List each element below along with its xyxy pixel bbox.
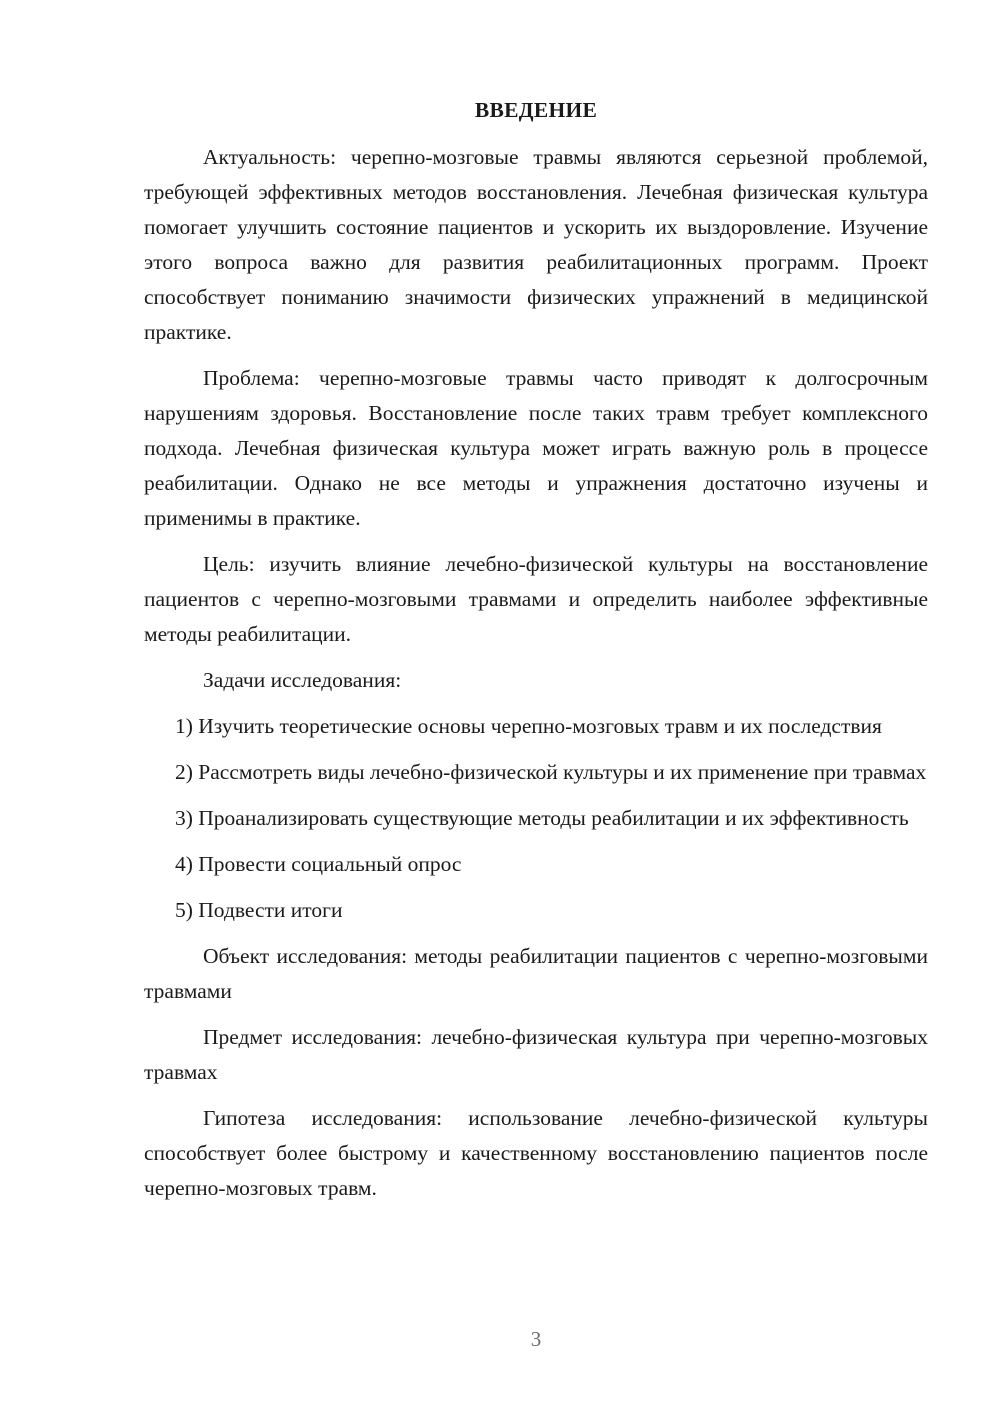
- section-heading: ВВЕДЕНИЕ: [474, 98, 598, 122]
- hypothesis-paragraph: Гипотеза исследования: использование лечебно-физической культуры способствует более быстрому и качественному восстановлению пациентов после черепно-мозговых травм.: [144, 1106, 928, 1200]
- tasks-title: Задачи исследования:: [203, 668, 402, 692]
- task-item: 4) Провести социальный опрос: [175, 852, 462, 876]
- page-number: 3: [530, 1327, 542, 1351]
- task-item: 2) Рассмотреть виды лечебно-физической культуры и их применение при травмах: [175, 760, 927, 784]
- relevance-paragraph: Актуальность: черепно-мозговые травмы являются серьезной проблемой, требующей эффективных методов восстановления. Лечебная физическая культура помогает улучшить состояние пациентов и ускорить их выздоровление. Изучение этого вопроса важно для развития реабилитационных программ. Проект способствует пониманию значимости физических упражнений в медицинской практике.: [144, 145, 928, 344]
- object-paragraph: Объект исследования: методы реабилитации пациентов с черепно-мозговыми травмами: [144, 944, 928, 1003]
- task-item: 3) Проанализировать существующие методы реабилитации и их эффективность: [175, 806, 909, 830]
- problem-paragraph: Проблема: черепно-мозговые травмы часто приводят к долгосрочным нарушениям здоровья. Восстановление после таких травм требует комплексного подхода. Лечебная физическая культура может играть важную роль в процессе реабилитации. Однако не все методы и упражнения достаточно изучены и применимы в практике.: [144, 366, 928, 530]
- task-item: 1) Изучить теоретические основы черепно-мозговых травм и их последствия: [175, 714, 882, 738]
- subject-paragraph: Предмет исследования: лечебно-физическая культура при черепно-мозговых травмах: [144, 1025, 928, 1084]
- task-item: 5) Подвести итоги: [175, 898, 343, 922]
- page-content: [144, 93, 928, 1217]
- goal-paragraph: Цель: изучить влияние лечебно-физической культуры на восстановление пациентов с черепно-мозговыми травмами и определить наиболее эффективные методы реабилитации.: [144, 552, 928, 646]
